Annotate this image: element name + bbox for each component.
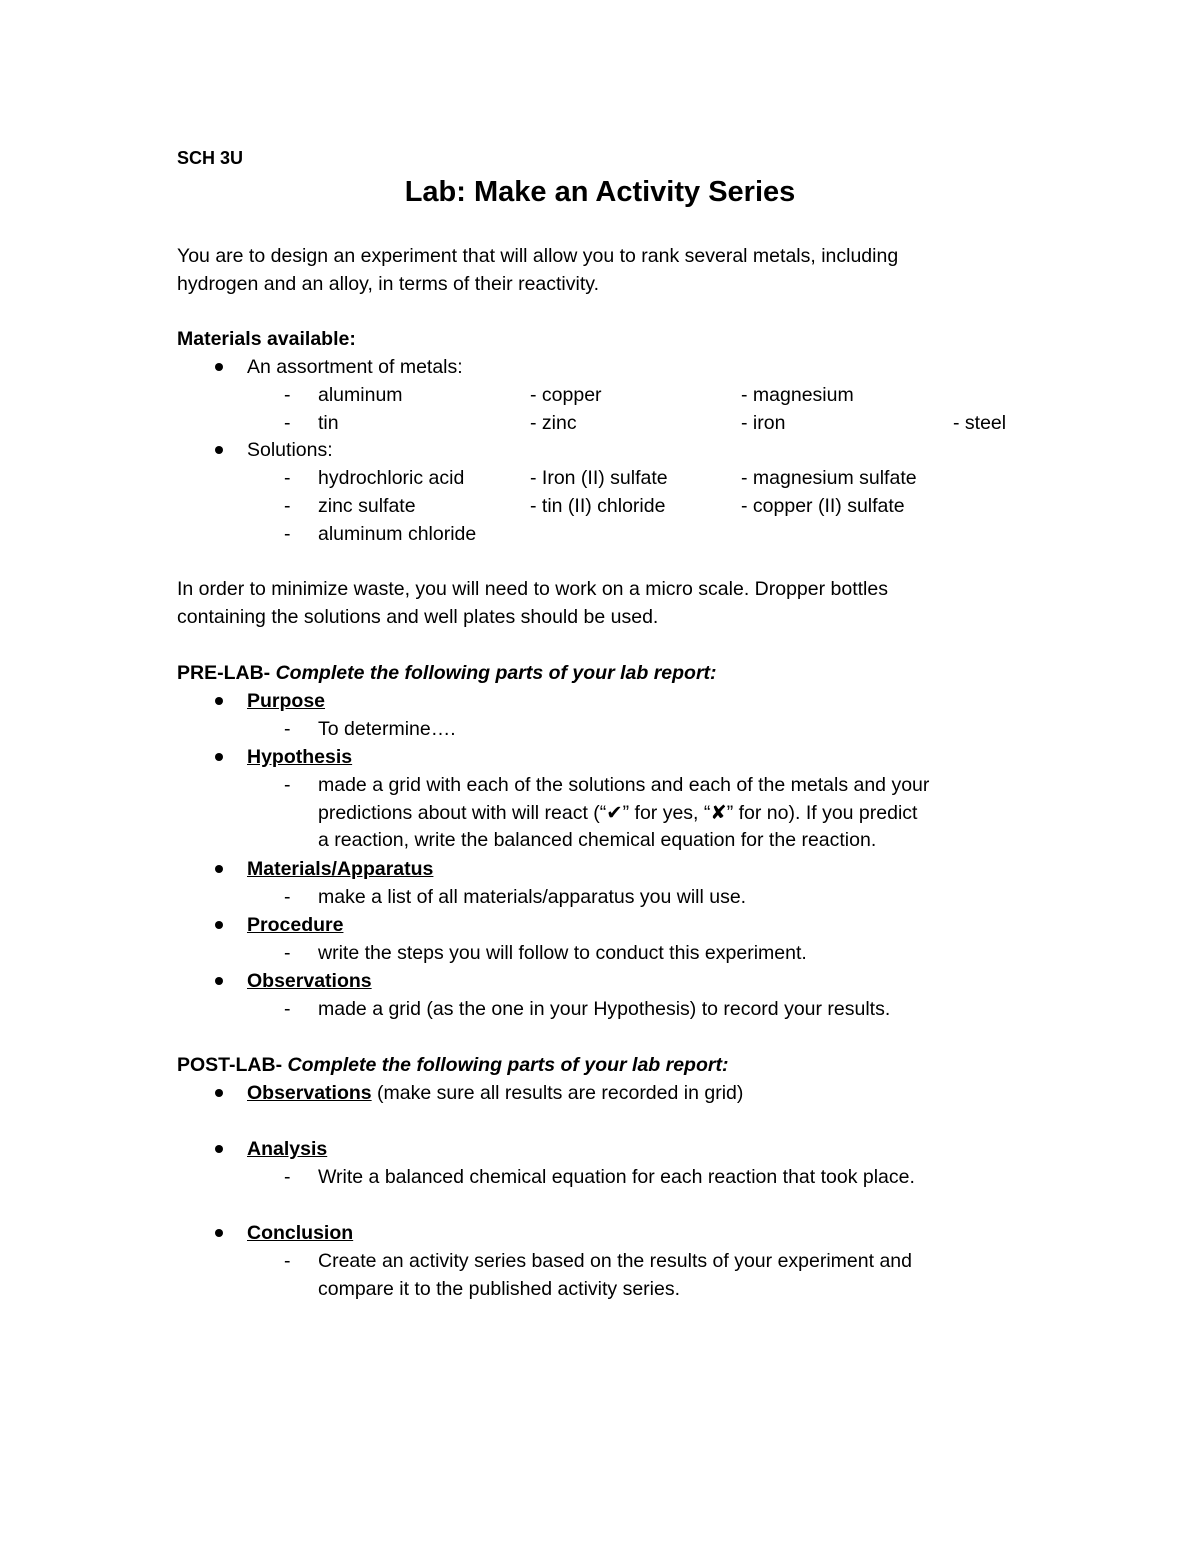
prelab-heading: PRE-LAB- [177, 662, 271, 684]
bullet-icon [215, 753, 223, 761]
solutions-label: Solutions: [247, 439, 333, 461]
intro-line-2: hydrogen and an alloy, in terms of their reactivity. [177, 273, 599, 295]
conclusion-line-2: compare it to the published activity series. [318, 1278, 681, 1300]
prelab-observations: Observations [247, 970, 372, 992]
solution-item: - tin (II) chloride [530, 495, 666, 517]
dash: - [284, 1250, 291, 1272]
solution-item: aluminum chloride [318, 523, 477, 545]
dash: - [284, 384, 291, 406]
solution-item: zinc sulfate [318, 495, 416, 517]
postlab-observations: Observations [247, 1082, 372, 1104]
metal-item: tin [318, 412, 339, 434]
intro-line-1: You are to design an experiment that will allow you to rank several metals, including [177, 245, 899, 267]
solution-item: - Iron (II) sulfate [530, 467, 668, 489]
metal-item: - zinc [530, 412, 577, 434]
observations-detail: made a grid (as the one in your Hypothesis) to record your results. [318, 998, 891, 1020]
prelab-purpose: Purpose [247, 690, 326, 712]
bullet-icon [215, 1145, 223, 1153]
dash: - [284, 886, 291, 908]
micro-line-1: In order to minimize waste, you will need to work on a micro scale. Dropper bottles [177, 578, 888, 600]
analysis-detail: Write a balanced chemical equation for each reaction that took place. [318, 1166, 915, 1188]
conclusion-line-1: Create an activity series based on the results of your experiment and [318, 1250, 912, 1272]
postlab-heading: POST-LAB- [177, 1054, 283, 1076]
bullet-icon [215, 1229, 223, 1237]
bullet-icon [215, 363, 223, 371]
prelab-materials: Materials/Apparatus [247, 858, 434, 880]
bullet-icon [215, 697, 223, 705]
bullet-icon [215, 865, 223, 873]
dash: - [284, 998, 291, 1020]
course-code: SCH 3U [177, 148, 244, 168]
materials-detail: make a list of all materials/apparatus you will use. [318, 886, 747, 908]
metal-item: - steel [953, 412, 1007, 434]
postlab-observations-note: (make sure all results are recorded in grid) [371, 1082, 744, 1104]
micro-line-2: containing the solutions and well plates should be used. [177, 606, 659, 628]
dash: - [284, 467, 291, 489]
metal-item: - copper [530, 384, 602, 406]
bullet-icon [215, 977, 223, 985]
solution-item: hydrochloric acid [318, 467, 465, 489]
metal-item: - magnesium [741, 384, 854, 406]
metal-item: - iron [741, 412, 786, 434]
metal-item: aluminum [318, 384, 403, 406]
postlab-analysis: Analysis [247, 1138, 328, 1160]
prelab-heading-line [177, 661, 717, 685]
postlab-subheading: Complete the following parts of your lab report: [287, 1054, 729, 1076]
dash: - [284, 718, 291, 740]
dash: - [284, 942, 291, 964]
prelab-procedure: Procedure [247, 914, 344, 936]
postlab-heading-line [177, 1053, 728, 1077]
solution-item: - copper (II) sulfate [741, 495, 905, 517]
dash: - [284, 495, 291, 517]
procedure-detail: write the steps you will follow to conduct this experiment. [318, 942, 807, 964]
materials-heading: Materials available: [177, 328, 356, 350]
dash: - [284, 412, 291, 434]
purpose-detail: To determine…. [318, 718, 456, 740]
postlab-observations-line [247, 1081, 743, 1105]
dash: - [284, 523, 291, 545]
bullet-icon [215, 446, 223, 454]
solution-item: - magnesium sulfate [741, 467, 917, 489]
dash: - [284, 1166, 291, 1188]
prelab-subheading: Complete the following parts of your lab report: [275, 662, 717, 684]
metals-label: An assortment of metals: [247, 356, 463, 378]
hypothesis-line-3: a reaction, write the balanced chemical equation for the reaction. [318, 829, 877, 851]
dash: - [284, 774, 291, 796]
bullet-icon [215, 921, 223, 929]
prelab-hypothesis: Hypothesis [247, 746, 353, 768]
postlab-conclusion: Conclusion [247, 1222, 354, 1244]
hypothesis-line-1: made a grid with each of the solutions and each of the metals and your [318, 774, 930, 796]
bullet-icon [215, 1089, 223, 1097]
page-title: Lab: Make an Activity Series [404, 176, 796, 208]
hypothesis-line-2: predictions about with will react (“✔” for yes, “✘” for no). If you predict [318, 802, 918, 824]
